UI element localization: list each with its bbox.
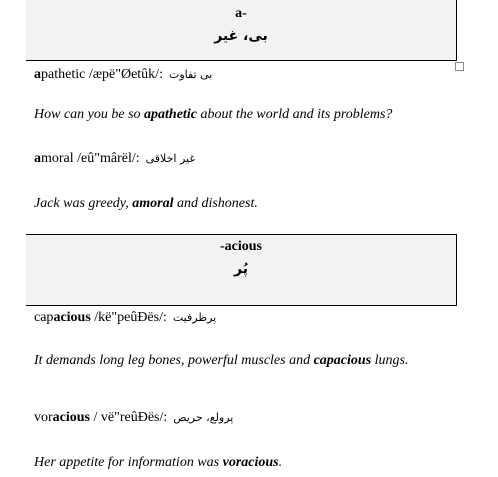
example-keyword: amoral [132, 196, 174, 211]
example-text-end: about the world and its problems? [196, 107, 393, 122]
example-capacious [34, 351, 448, 370]
example-text: Her appetite for information was [34, 455, 223, 470]
table-border-bottom [26, 60, 457, 61]
entry-word-rest: moral [41, 151, 74, 166]
example-text-end: . [278, 455, 283, 470]
table-border-right [456, 0, 457, 60]
example-text: How can you be so [34, 107, 145, 122]
example-text: It demands long leg bones, powerful muscles and [34, 353, 314, 368]
suffix-meaning: پُر [234, 261, 248, 277]
table-resize-handle[interactable] [455, 62, 464, 71]
example-keyword: voracious [222, 455, 279, 470]
example-keyword: apathetic [144, 107, 197, 122]
prefix-title: a- [235, 6, 247, 21]
example-text-end: and dishonest. [173, 196, 258, 211]
entry-persian-meaning: غیر اخلاقی [145, 152, 196, 165]
prefix-meaning: بی، غیر [214, 28, 268, 44]
example-amoral [34, 194, 448, 213]
entry-persian-meaning: پرظرفیت [172, 311, 217, 324]
example-voracious [34, 453, 448, 472]
entry-amoral [34, 150, 195, 168]
example-text: Jack was greedy, [34, 196, 133, 211]
entry-pronunciation: /æpë"Øetûk/: [85, 67, 163, 82]
entry-pronunciation: / vë"reûÐës/: [90, 410, 168, 425]
entry-capacious [34, 309, 216, 327]
header-cell-a [26, 0, 456, 60]
entry-pronunciation: /kë"peûÐës/: [90, 310, 167, 325]
table-border-right [456, 234, 457, 306]
example-keyword: capacious [313, 353, 372, 368]
suffix-title: -acious [220, 239, 262, 254]
entry-prefix-part: a [34, 67, 41, 82]
table-border-bottom [26, 305, 457, 306]
entry-persian-meaning: پرولع، حریص [173, 411, 234, 424]
entry-suffix-part: acious [53, 310, 91, 325]
entry-voracious [34, 409, 233, 427]
entry-root: cap [34, 310, 54, 325]
entry-word-rest: pathetic [41, 67, 86, 82]
entry-root: vor [34, 410, 53, 425]
entry-prefix-part: a [34, 151, 41, 166]
entry-persian-meaning: بی تفاوت [168, 68, 213, 81]
entry-apathetic [34, 66, 212, 84]
header-cell-acious [26, 235, 456, 305]
entry-pronunciation: /eû"mârël/: [73, 151, 140, 166]
example-apathetic [34, 105, 448, 124]
example-text-end: lungs. [371, 353, 409, 368]
entry-suffix-part: acious [52, 410, 91, 425]
